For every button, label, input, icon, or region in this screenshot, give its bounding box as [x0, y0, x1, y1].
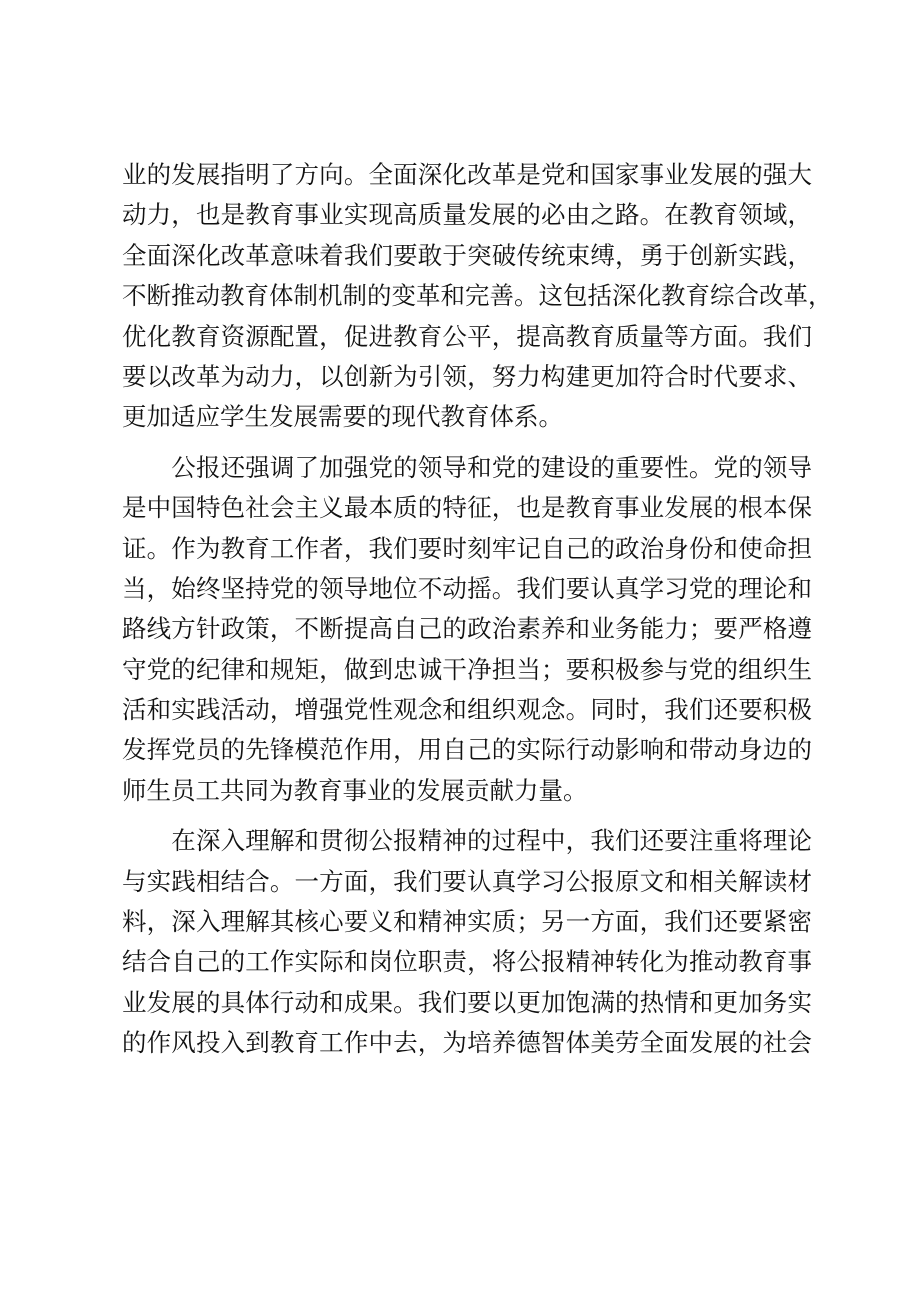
text-line: 动力，也是教育事业实现高质量发展的必由之路。在教育领域，	[122, 200, 812, 230]
text-line: 业的发展指明了方向。全面深化改革是党和国家事业发展的强大	[122, 160, 812, 189]
text-line: 优化教育资源配置，促进教育公平，提高教育质量等方面。我们	[122, 321, 812, 351]
text-line: 路线方针政策，不断提高自己的政治素养和业务能力；要严格遵	[122, 614, 812, 644]
text-line: 要以改革为动力，以创新为引领，努力构建更加符合时代要求、	[122, 361, 812, 391]
text-line: 师生员工共同为教育事业的发展贡献力量。	[122, 775, 588, 805]
text-line: 发挥党员的先锋模范作用，用自己的实际行动影响和带动身边的	[122, 735, 812, 765]
text-line: 不断推动教育体制机制的变革和完善。这包括深化教育综合改革，	[122, 281, 833, 311]
text-line: 在深入理解和贯彻公报精神的过程中，我们还要注重将理论	[122, 826, 812, 856]
text-line: 更加适应学生发展需要的现代教育体系。	[122, 402, 563, 432]
text-line: 守党的纪律和规矩，做到忠诚干净担当；要积极参与党的组织生	[122, 654, 812, 684]
paragraph-3	[122, 821, 812, 1063]
paragraph-1	[122, 155, 833, 438]
paragraph-spacer	[122, 438, 812, 448]
text-line: 业发展的具体行动和成果。我们要以更加饱满的热情和更加务实	[122, 987, 812, 1017]
text-line: 是中国特色社会主义最本质的特征，也是教育事业发展的根本保	[122, 493, 812, 523]
text-line: 活和实践活动，增强党性观念和组织观念。同时，我们还要积极	[122, 695, 812, 725]
text-line: 结合自己的工作实际和岗位职责，将公报精神转化为推动教育事	[122, 947, 812, 977]
paragraph-spacer	[122, 811, 812, 821]
body-text	[122, 155, 833, 1064]
text-line: 证。作为教育工作者，我们要时刻牢记自己的政治身份和使命担	[122, 533, 812, 563]
text-line: 全面深化改革意味着我们要敢于突破传统束缚，勇于创新实践，	[122, 240, 812, 270]
paragraph-2	[122, 448, 812, 812]
text-line: 的作风投入到教育工作中去，为培养德智体美劳全面发展的社会	[122, 1028, 812, 1058]
text-line: 与实践相结合。一方面，我们要认真学习公报原文和相关解读材	[122, 866, 812, 896]
text-line: 料，深入理解其核心要义和精神实质；另一方面，我们还要紧密	[122, 907, 812, 937]
text-line: 当，始终坚持党的领导地位不动摇。我们要认真学习党的理论和	[122, 573, 812, 603]
text-line: 公报还强调了加强党的领导和党的建设的重要性。党的领导	[122, 452, 812, 482]
